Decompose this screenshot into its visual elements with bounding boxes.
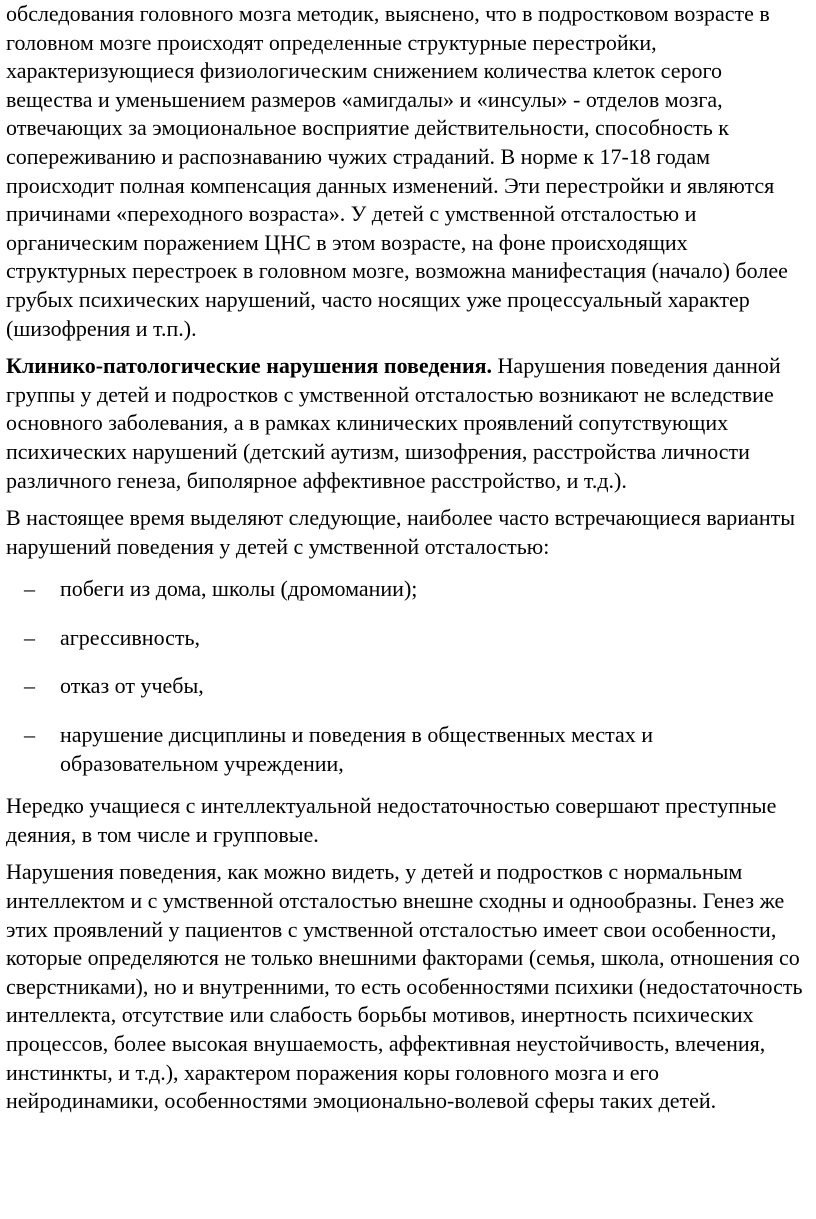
paragraph-clinical: [6, 352, 812, 495]
behavior-variants-list-wrap: [6, 575, 812, 778]
section-heading-clinical: Клинико-патологические нарушения поведения.: [6, 353, 493, 379]
list-item: [6, 575, 812, 604]
paragraph-intro: обследования головного мозга методик, выяснено, что в подростковом возрасте в головном мозге происходят определенные структурные перестройки, характеризующиеся физиологическим снижением количества клеток серого вещества и уменьшением размеров «амигдалы» и «инсулы» - отделов мозга, отвечающих за эмоциональное восприятие действительности, способность к сопереживанию и распознаванию чужих страданий. В норме к 17-18 годам происходит полная компенсация данных изменений. Эти перестройки и являются причинами «переходного возраста». У детей с умственной отсталостью и органическим поражением ЦНС в этом возрасте, на фоне происходящих структурных перестроек в головном мозге, возможна манифестация (начало) более грубых психических нарушений, часто носящих уже процессуальный характер (шизофрения и т.п.).: [6, 1, 788, 341]
list-item-text: нарушение дисциплины и поведения в общественных местах и образовательном учреждении,: [60, 722, 654, 776]
dash-bullet-icon: –: [24, 673, 35, 699]
paragraph-variants-intro: В настоящее время выделяют следующие, наиболее часто встречающиеся варианты нарушений поведения у детей с умственной отсталостью:: [6, 505, 795, 559]
list-item: [6, 721, 812, 778]
paragraph-offenses: Нередко учащиеся с интеллектуальной недостаточностью совершают преступные деяния, в том числе и групповые.: [6, 793, 777, 847]
list-item: [6, 672, 812, 701]
list-item-text: отказ от учебы,: [60, 673, 204, 699]
behavior-variants-list: [6, 575, 812, 778]
dash-bullet-icon: –: [24, 624, 35, 650]
paragraph-genesis: Нарушения поведения, как можно видеть, у детей и подростков с нормальным интеллектом и с умственной отсталостью внешне сходны и однообразны. Генез же этих проявлений у пациентов с умственной отсталостью имеет свои особенности, которые определяются не только внешними факторами (семья, школа, отношения со сверстниками), но и внутренними, то есть особенностями психики (недостаточность интеллекта, отсутствие или слабость борьбы мотивов, инертность психических процессов, более высокая внушаемость, аффективная неустойчивость, влечения, инстинкты, и т.д.), характером поражения коры головного мозга и его нейродинамики, особенностями эмоционально-волевой сферы таких детей.: [6, 859, 803, 1114]
list-item-text: агрессивность,: [60, 624, 201, 650]
dash-bullet-icon: –: [24, 722, 35, 748]
list-item: [6, 624, 812, 653]
dash-bullet-icon: –: [24, 576, 35, 602]
list-item-text: побеги из дома, школы (дромомании);: [60, 576, 418, 602]
paragraph-clinical-text: Нарушения поведения данной группы у детей и подростков с умственной отсталостью возникают не вследствие основного заболевания, а в рамках клинических проявлений сопутствующих психических нарушений (детский аутизм, шизофрения, расстройства личности различного генеза, биполярное аффективное расстройство, и т.д.).: [6, 353, 781, 493]
